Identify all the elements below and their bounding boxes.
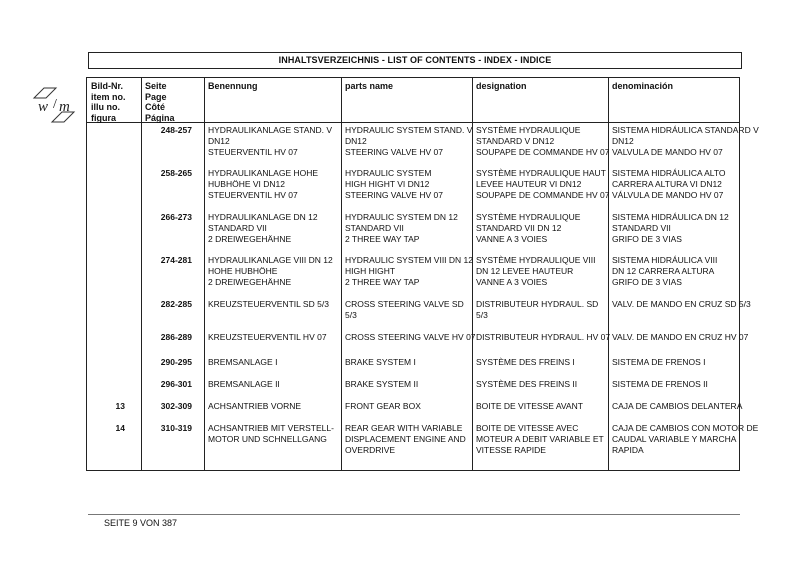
parts-name-cell <box>345 212 469 245</box>
benennung-cell <box>208 168 338 201</box>
cell-line: 2 THREE WAY TAP <box>345 277 420 287</box>
parts-name-cell <box>345 357 469 368</box>
cell-line: 266-273 <box>160 212 192 222</box>
benennung-cell <box>208 125 338 158</box>
cell-line: CAUDAL VARIABLE Y MARCHA <box>612 434 737 444</box>
cell-line: 286-289 <box>160 332 192 342</box>
cell-line: CARRERA ALTURA VI DN12 <box>612 179 722 189</box>
cell-line: FRONT GEAR BOX <box>345 401 421 411</box>
cell-line: SISTEMA HIDRÁULICA DN 12 <box>612 212 729 222</box>
cell-line: 5/3 <box>476 310 488 320</box>
benennung-cell <box>208 212 338 245</box>
svg-text:w: w <box>38 99 49 115</box>
designation-cell <box>476 212 605 245</box>
cell-line: BREMSANLAGE II <box>208 379 280 389</box>
cell-line: DISTRIBUTEUR HYDRAUL. HV 07 <box>476 332 611 342</box>
parts-name-cell <box>345 401 469 412</box>
parts-name-cell <box>345 255 474 288</box>
cell-line: HYDRAULIKANLAGE STAND. V <box>208 125 333 135</box>
page-number: SEITE 9 VON 387 <box>104 518 178 528</box>
designation-cell <box>476 401 605 412</box>
cell-line: BRAKE SYSTEM II <box>345 379 419 389</box>
pages-cell <box>145 379 192 390</box>
cell-line: SISTEMA DE FRENOS II <box>612 379 708 389</box>
cell-line: HIGH HIGHT VI DN12 <box>345 179 430 189</box>
parts-name-cell <box>345 168 469 201</box>
cell-line: SYSTÈME DES FREINS II <box>476 379 578 389</box>
cell-line: HYDRAULIC SYSTEM VIII DN 12 <box>345 255 474 265</box>
header-parts-name: parts name <box>345 81 394 91</box>
cell-line: VÁLVULA DE MANDO HV 07 <box>612 190 724 200</box>
pages-cell <box>145 299 192 310</box>
benennung-cell <box>208 357 338 368</box>
cell-line: STEUERVENTIL HV 07 <box>208 190 298 200</box>
denominacion-cell <box>612 299 751 310</box>
benennung-cell <box>208 401 338 412</box>
cell-line: VITESSE RAPIDE <box>476 445 546 455</box>
cell-line: DN 12 LEVEE HAUTEUR <box>476 266 574 276</box>
designation-cell <box>476 168 610 201</box>
benennung-cell <box>208 423 338 445</box>
cell-line: KREUZSTEUERVENTIL SD 5/3 <box>208 299 329 309</box>
bild-nr-cell <box>91 401 125 412</box>
cell-line: ACHSANTRIEB VORNE <box>208 401 302 411</box>
cell-line: STANDARD VII <box>612 223 671 233</box>
cell-line: SOUPAPE DE COMMANDE HV 07 <box>476 147 610 157</box>
pages-cell <box>145 357 192 368</box>
cell-line: CAJA DE CAMBIOS DELANTERA <box>612 401 743 411</box>
cell-line: CAJA DE CAMBIOS CON MOTOR DE <box>612 423 759 433</box>
benennung-cell <box>208 255 338 288</box>
cell-line: 274-281 <box>160 255 192 265</box>
cell-line: SYSTÈME HYDRAULIQUE <box>476 212 581 222</box>
denominacion-cell <box>612 357 738 368</box>
cell-line: VALVULA DE MANDO HV 07 <box>612 147 723 157</box>
header-seite: Seite Page Côté Página <box>145 81 175 123</box>
cell-line: SISTEMA DE FRENOS I <box>612 357 706 367</box>
designation-cell <box>476 125 610 158</box>
pages-cell <box>145 332 192 343</box>
footer-rule <box>88 514 740 515</box>
cell-line: BOITE DE VITESSE AVANT <box>476 401 583 411</box>
cell-line: 2 DREIWEGEHÄHNE <box>208 234 292 244</box>
contents-table <box>86 77 759 471</box>
cell-line: STANDARD VII <box>345 223 404 233</box>
cell-line: VANNE A 3 VOIES <box>476 277 548 287</box>
denominacion-cell <box>612 125 759 158</box>
cell-line: DN12 <box>612 136 634 146</box>
cell-line: HYDRAULIKANLAGE HOHE <box>208 168 319 178</box>
cell-line: DN12 <box>208 136 230 146</box>
cell-line: SOUPAPE DE COMMANDE HV 07 <box>476 190 610 200</box>
denominacion-cell <box>612 255 738 288</box>
cell-line: DISTRIBUTEUR HYDRAUL. SD <box>476 299 599 309</box>
denominacion-cell <box>612 332 749 343</box>
svg-text:/: / <box>53 97 57 112</box>
denominacion-cell <box>612 401 743 412</box>
cell-line: 2 THREE WAY TAP <box>345 234 420 244</box>
cell-line: MOTEUR A DEBIT VARIABLE ET <box>476 434 604 444</box>
bild-nr-cell <box>91 423 125 434</box>
parts-name-cell <box>345 125 473 158</box>
cell-line: 5/3 <box>345 310 357 320</box>
cell-line: CROSS STEERING VALVE HV 07 <box>345 332 476 342</box>
designation-cell <box>476 423 605 456</box>
cell-line: LEVEE HAUTEUR VI DN12 <box>476 179 582 189</box>
cell-line: 282-285 <box>160 299 192 309</box>
cell-line: STEUERVENTIL HV 07 <box>208 147 298 157</box>
cell-line: HIGH HIGHT <box>345 266 396 276</box>
cell-line: DN12 <box>345 136 367 146</box>
cell-line: GRIFO DE 3 VIAS <box>612 277 682 287</box>
cell-line: SISTEMA HIDRÁULICA VIII <box>612 255 718 265</box>
table-body <box>87 78 759 470</box>
cell-line: 296-301 <box>160 379 192 389</box>
cell-line: HUBHÖHE VI DN12 <box>208 179 285 189</box>
parts-name-cell <box>345 423 469 456</box>
cell-line: SYSTÈME HYDRAULIQUE VIII <box>476 255 596 265</box>
cell-line: STEERING VALVE HV 07 <box>345 147 443 157</box>
cell-line: HYDRAULIC SYSTEM STAND. V <box>345 125 473 135</box>
denominacion-cell <box>612 168 738 201</box>
cell-line: VALV. DE MANDO EN CRUZ HV 07 <box>612 332 749 342</box>
cell-line: DN 12 CARRERA ALTURA <box>612 266 715 276</box>
cell-line: BREMSANLAGE I <box>208 357 278 367</box>
cell-line: 310-319 <box>160 423 192 433</box>
cell-line: SYSTÈME HYDRAULIQUE HAUT <box>476 168 606 178</box>
header-bild-nr: Bild-Nr. item no. illu no. figura <box>91 81 126 123</box>
designation-cell <box>476 379 605 390</box>
cell-line: HYDRAULIKANLAGE DN 12 <box>208 212 318 222</box>
cell-line: RAPIDA <box>612 445 644 455</box>
cell-line: BRAKE SYSTEM I <box>345 357 416 367</box>
cell-line: MOTOR UND SCHNELLGANG <box>208 434 327 444</box>
cell-line: SISTEMA HIDRÁULICA ALTO <box>612 168 726 178</box>
cell-line: VANNE A 3 VOIES <box>476 234 548 244</box>
benennung-cell <box>208 332 338 343</box>
pages-cell <box>145 168 192 179</box>
pages-cell <box>145 212 192 223</box>
cell-line: SYSTÈME HYDRAULIQUE <box>476 125 581 135</box>
page-title: INHALTSVERZEICHNIS - LIST OF CONTENTS - INDEX - INDICE <box>88 52 742 69</box>
wm-logo-icon <box>30 82 82 126</box>
cell-line: GRIFO DE 3 VIAS <box>612 234 682 244</box>
cell-line: 258-265 <box>160 168 192 178</box>
cell-line: STANDARD VII <box>208 223 267 233</box>
cell-line: CROSS STEERING VALVE SD <box>345 299 464 309</box>
cell-line: REAR GEAR WITH VARIABLE <box>345 423 463 433</box>
cell-line: SISTEMA HIDRÁULICA STANDARD V <box>612 125 759 135</box>
parts-name-cell <box>345 299 469 321</box>
cell-line: HYDRAULIC SYSTEM <box>345 168 432 178</box>
svg-text:m: m <box>59 99 70 115</box>
parts-name-cell <box>345 332 476 343</box>
denominacion-cell <box>612 379 738 390</box>
cell-line: STEERING VALVE HV 07 <box>345 190 443 200</box>
parts-name-cell <box>345 379 469 390</box>
cell-line: 2 DREIWEGEHÄHNE <box>208 277 292 287</box>
cell-line: HYDRAULIKANLAGE VIII DN 12 <box>208 255 333 265</box>
cell-line: 302-309 <box>160 401 192 411</box>
cell-line: 14 <box>115 423 125 433</box>
cell-line: 290-295 <box>160 357 192 367</box>
designation-cell <box>476 357 605 368</box>
cell-line: STANDARD V DN12 <box>476 136 555 146</box>
denominacion-cell <box>612 212 738 245</box>
cell-line: HYDRAULIC SYSTEM DN 12 <box>345 212 458 222</box>
cell-line: 248-257 <box>160 125 192 135</box>
header-designation: designation <box>476 81 527 91</box>
cell-line: HOHE HUBHÖHE <box>208 266 278 276</box>
cell-line: VALV. DE MANDO EN CRUZ SD 5/3 <box>612 299 751 309</box>
cell-line: DISPLACEMENT ENGINE AND <box>345 434 466 444</box>
pages-cell <box>145 125 192 136</box>
designation-cell <box>476 332 611 343</box>
pages-cell <box>145 255 192 266</box>
cell-line: ACHSANTRIEB MIT VERSTELL- <box>208 423 334 433</box>
cell-line: BOITE DE VITESSE AVEC <box>476 423 579 433</box>
header-denominacion: denominación <box>612 81 674 91</box>
cell-line: KREUZSTEUERVENTIL HV 07 <box>208 332 327 342</box>
benennung-cell <box>208 299 338 310</box>
denominacion-cell <box>612 423 759 456</box>
header-benennung: Benennung <box>208 81 258 91</box>
benennung-cell <box>208 379 338 390</box>
designation-cell <box>476 299 605 321</box>
pages-cell <box>145 401 192 412</box>
designation-cell <box>476 255 605 288</box>
cell-line: 13 <box>115 401 125 411</box>
pages-cell <box>145 423 192 434</box>
cell-line: STANDARD VII DN 12 <box>476 223 562 233</box>
cell-line: SYSTÈME DES FREINS I <box>476 357 575 367</box>
cell-line: OVERDRIVE <box>345 445 396 455</box>
